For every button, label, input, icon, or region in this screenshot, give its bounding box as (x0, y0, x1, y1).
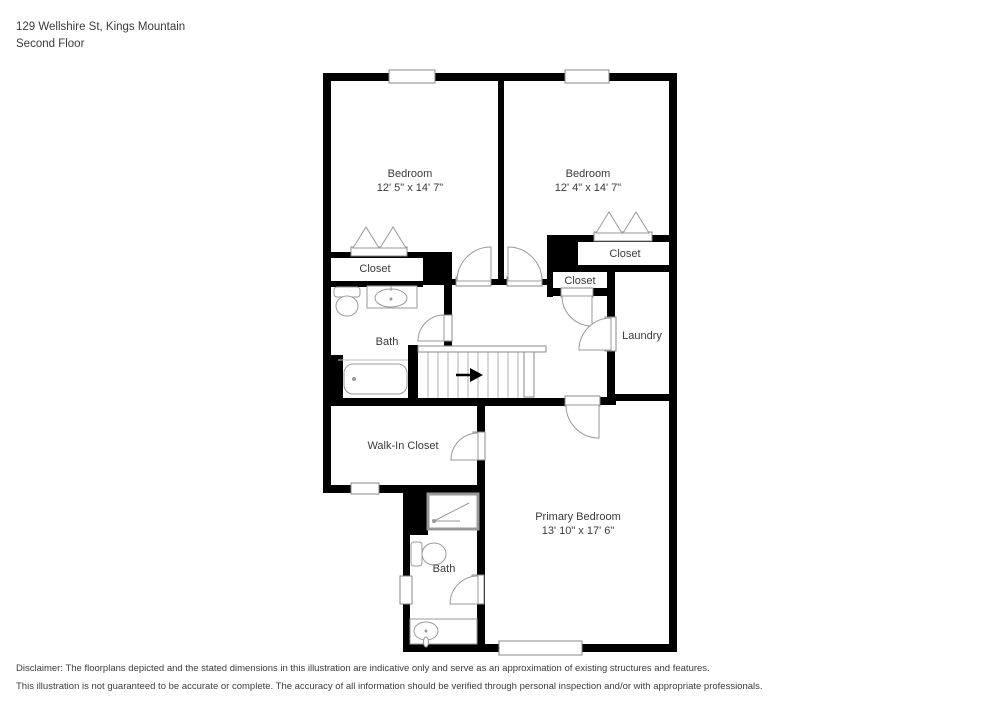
wall (607, 394, 677, 401)
window-icon (499, 641, 582, 655)
bifold-door-icon (623, 212, 649, 233)
disclaimer-line-1: Disclaimer: The floorplans depicted and the stated dimensions in this illustration are indicative only and serve as an approximation of existing structures and features. (16, 663, 710, 674)
wall (498, 81, 504, 285)
room-dimensions-bedroom2: 12' 4" x 14' 7" (554, 182, 622, 194)
door-swing-icon (457, 247, 491, 281)
wall (323, 355, 343, 400)
door-swing-icon (566, 405, 599, 438)
room-label-bath-lower: Bath (432, 563, 456, 575)
room-dimensions-bedroom1: 12' 5" x 14' 7" (376, 182, 444, 194)
wall (323, 73, 331, 493)
wall (553, 242, 578, 268)
stair-rail (524, 352, 534, 397)
wall (323, 398, 568, 406)
door-swing-icon (451, 433, 478, 460)
room-label-bath-upper: Bath (375, 336, 399, 348)
page-title-address: 129 Wellshire St, Kings Mountain (16, 21, 186, 33)
shower-icon (428, 494, 478, 529)
room-dimensions-primary-bedroom: 13' 10" x 17' 6" (541, 525, 615, 537)
wall (669, 73, 677, 652)
bifold-door-icon (380, 227, 406, 248)
room-label-primary-bedroom: Primary Bedroom (535, 511, 621, 523)
room-label-bedroom1-closet: Closet (359, 263, 391, 275)
room-label-hall-closet: Closet (564, 275, 596, 287)
door-swing-icon (508, 247, 542, 281)
walls (323, 73, 677, 652)
bathtub-icon (338, 360, 408, 394)
window-icon (565, 70, 609, 83)
window-icon (351, 483, 379, 494)
window-icon (389, 70, 435, 83)
wall (323, 485, 485, 493)
disclaimer-line-2: This illustration is not guaranteed to be accurate or complete. The accuracy of all information should be verified through personal inspection and/or with appropriate professionals. (16, 681, 763, 692)
room-label-bedroom2: Bedroom (565, 168, 611, 180)
wall (490, 279, 509, 285)
bifold-door-icon (596, 212, 622, 233)
door-swing-icon (418, 315, 444, 341)
wall (403, 493, 410, 652)
wall (547, 265, 677, 272)
room-label-bedroom1: Bedroom (387, 168, 433, 180)
wall (408, 345, 418, 402)
wall (410, 493, 428, 535)
room-label-bedroom2-closet: Closet (609, 248, 641, 260)
room-label-walk-in-closet: Walk-In Closet (367, 440, 439, 452)
room-label-laundry: Laundry (622, 330, 662, 342)
staircase (418, 346, 546, 398)
wall (444, 279, 457, 285)
sink-icon (410, 619, 477, 647)
door-swing-icon (562, 296, 592, 326)
stair-rail (418, 346, 546, 352)
door-swing-icon (450, 576, 478, 604)
wall (323, 73, 677, 81)
sink-icon (367, 286, 417, 308)
toilet-icon (334, 287, 360, 316)
page-subtitle-floor: Second Floor (16, 38, 85, 50)
stairs-direction-arrow-icon (456, 368, 483, 382)
bifold-door-icon (353, 227, 379, 248)
window-icon (400, 576, 412, 604)
